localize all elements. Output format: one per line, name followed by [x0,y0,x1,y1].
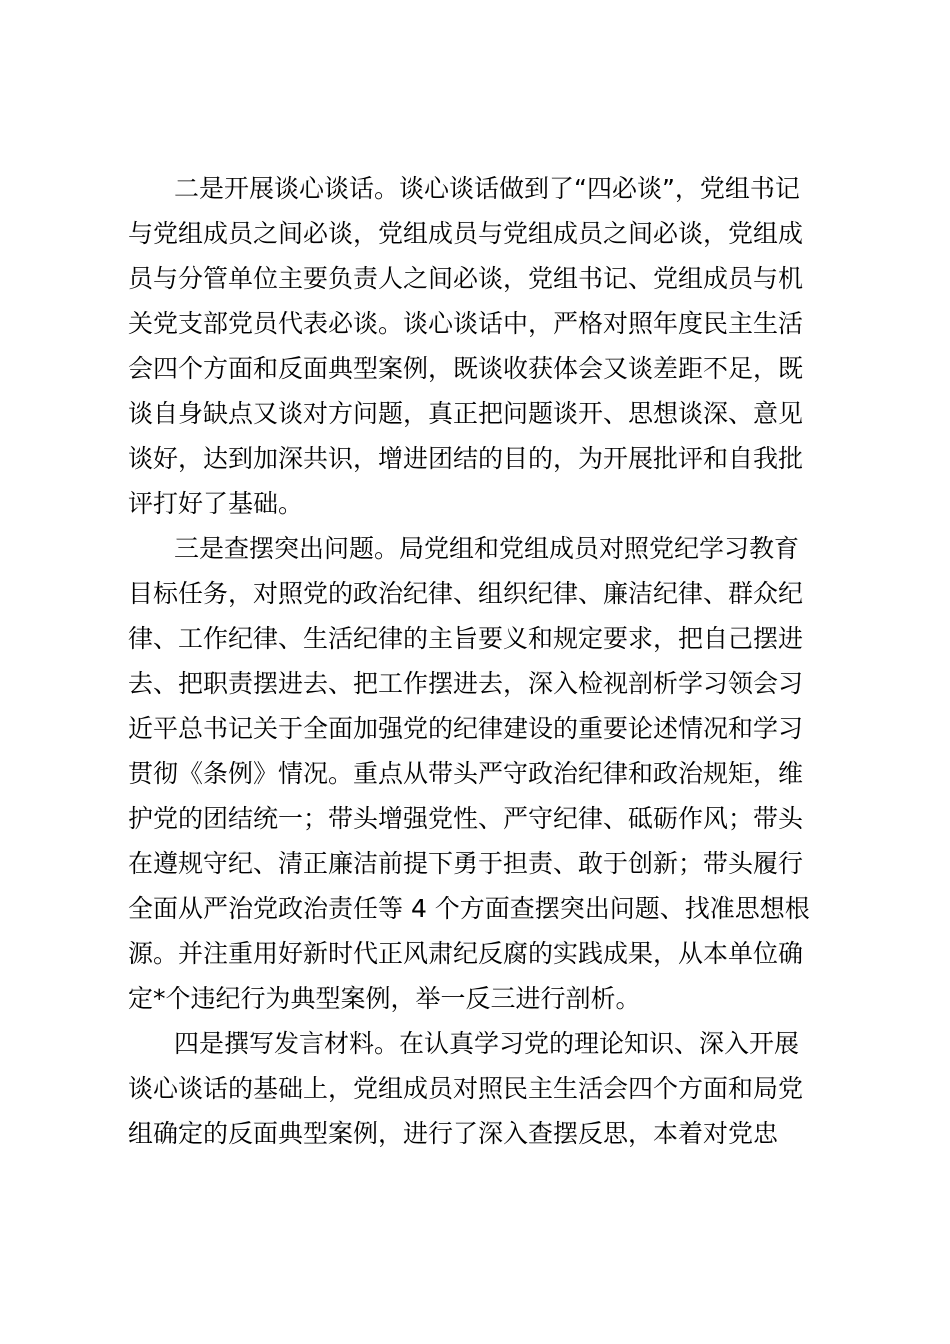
paragraph-line: 在遵规守纪、清正廉洁前提下勇于担责、敢于创新；带头履行 [128,849,804,878]
paragraph-line: 组确定的反面典型案例，进行了深入查摆反思，本着对党忠 [128,1119,779,1148]
paragraph-talk-heart [128,166,820,526]
paragraph-line: 会四个方面和反面典型案例，既谈收获体会又谈差距不足，既 [128,354,804,383]
paragraph-line: 员与分管单位主要负责人之间必谈，党组书记、党组成员与机 [128,264,804,293]
paragraph-line: 源。并注重用好新时代正风肃纪反腐的实践成果，从本单位确 [128,939,804,968]
paragraph-line: 贯彻《条例》情况。重点从带头严守政治纪律和政治规矩，维 [128,759,804,788]
paragraph-line: 目标任务，对照党的政治纪律、组织纪律、廉洁纪律、群众纪 [128,579,804,608]
paragraph-line: 关党支部党员代表必谈。谈心谈话中，严格对照年度民主生活 [128,309,804,338]
paragraph-line: 全面从严治党政治责任等 4 个方面查摆突出问题、找准思想根 [128,894,810,923]
paragraph-line: 二是开展谈心谈话。谈心谈话做到了“四必谈”，党组书记 [174,174,800,203]
paragraph-write-speech [128,1021,820,1156]
paragraph-find-problems [128,526,820,1021]
document-body [128,166,820,1156]
paragraph-line: 与党组成员之间必谈，党组成员与党组成员之间必谈，党组成 [128,219,804,248]
paragraph-line: 四是撰写发言材料。在认真学习党的理论知识、深入开展 [174,1029,800,1058]
paragraph-line: 谈自身缺点又谈对方问题，真正把问题谈开、思想谈深、意见 [128,399,804,428]
paragraph-line: 谈心谈话的基础上，党组成员对照民主生活会四个方面和局党 [128,1074,804,1103]
paragraph-line: 定*个违纪行为典型案例，举一反三进行剖析。 [128,984,641,1013]
paragraph-line: 评打好了基础。 [128,489,304,518]
paragraph-line: 三是查摆突出问题。局党组和党组成员对照党纪学习教育 [174,534,800,563]
paragraph-line: 律、工作纪律、生活纪律的主旨要义和规定要求，把自己摆进 [128,624,804,653]
paragraph-line: 谈好，达到加深共识，增进团结的目的，为开展批评和自我批 [128,444,804,473]
paragraph-line: 近平总书记关于全面加强党的纪律建设的重要论述情况和学习 [128,714,804,743]
paragraph-line: 去、把职责摆进去、把工作摆进去，深入检视剖析学习领会习 [128,669,804,698]
paragraph-line: 护党的团结统一；带头增强党性、严守纪律、砥砺作风；带头 [128,804,804,833]
